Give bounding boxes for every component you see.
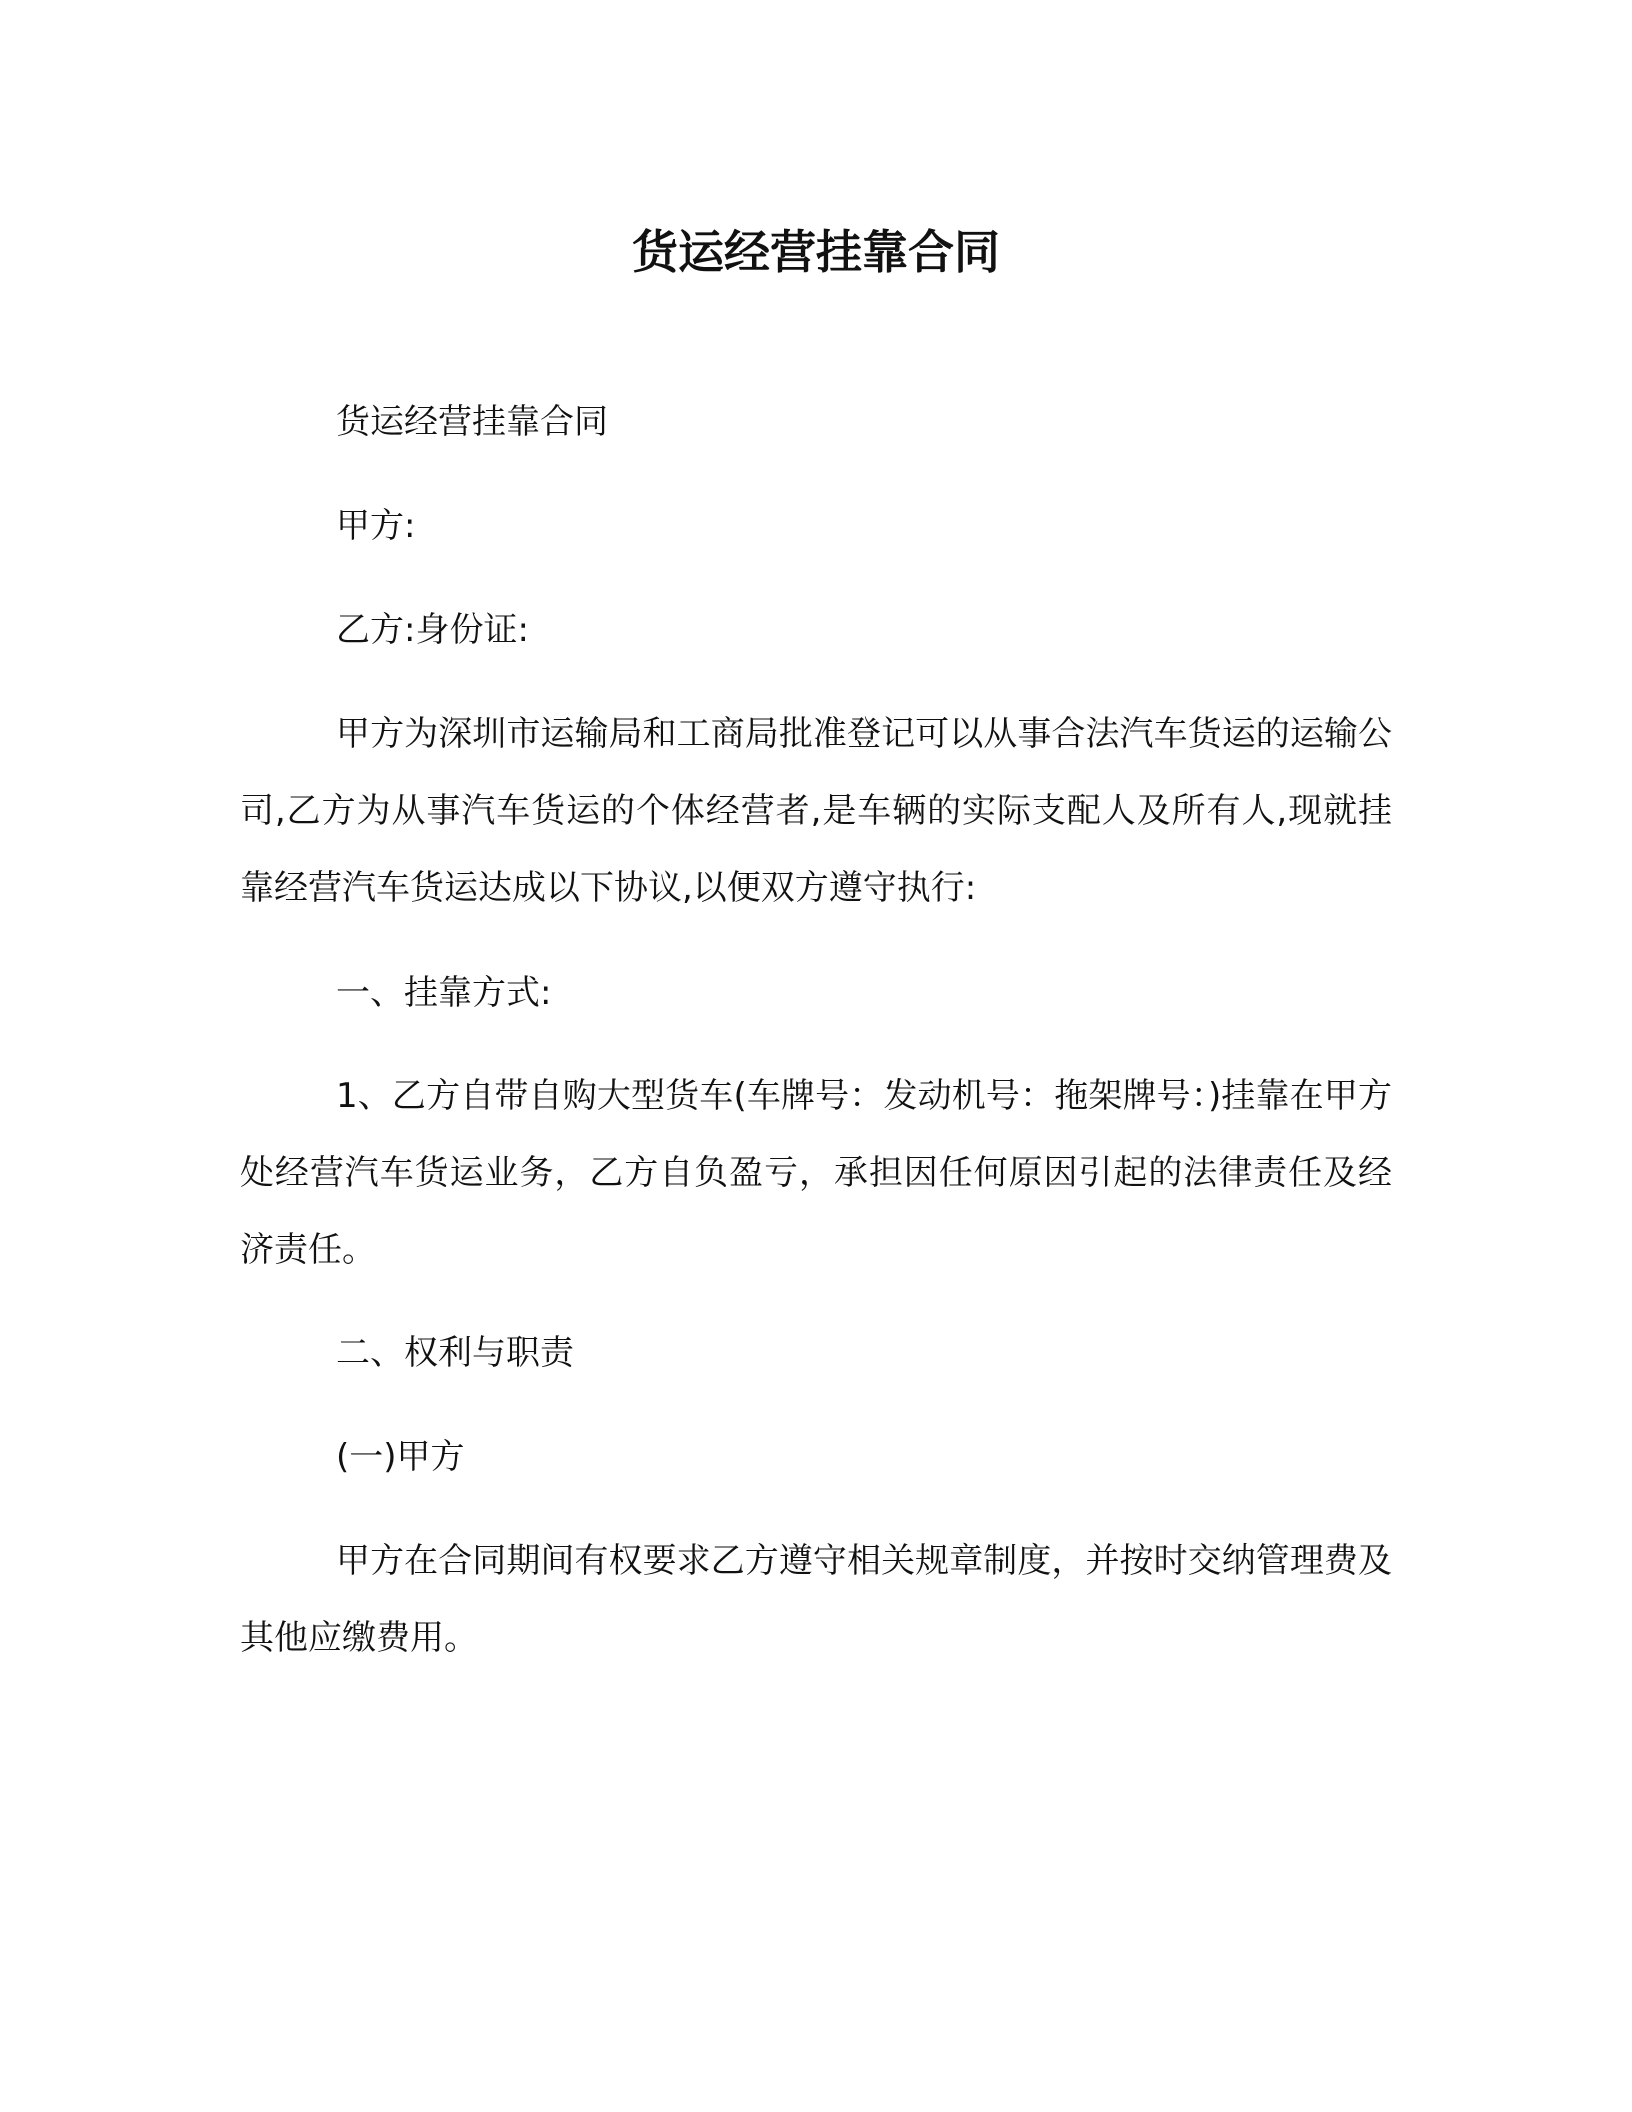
document-title: 货运经营挂靠合同 xyxy=(632,225,1000,279)
section-heading-rights-duties: 二、权利与职责 xyxy=(336,1333,574,1373)
party-a-line: 甲方: xyxy=(336,506,416,546)
party-b-line: 乙方:身份证: xyxy=(336,610,529,650)
preamble-paragraph: 甲方为深圳市运输局和工商局批准登记可以从事合法汽车货运的运输公司,乙方为从事汽车货运的个体经营者,是车辆的实际支配人及所有人,现就挂靠经营汽车货运达成以下协议,以便双方遵守执行: xyxy=(240,714,1392,908)
contract-heading: 货运经营挂靠合同 xyxy=(336,402,608,442)
party-a-rights-paragraph: 甲方在合同期间有权要求乙方遵守相关规章制度，并按时交纳管理费及其他应缴费用。 xyxy=(240,1541,1392,1658)
subsection-heading-party-a: (一)甲方 xyxy=(336,1437,465,1477)
clause-1-paragraph: 1、乙方自带自购大型货车(车牌号：发动机号：拖架牌号：)挂靠在甲方处经营汽车货运业务，乙方自负盈亏，承担因任何原因引起的法律责任及经济责任。 xyxy=(240,1076,1392,1270)
section-heading-affiliation-method: 一、挂靠方式: xyxy=(336,973,552,1013)
